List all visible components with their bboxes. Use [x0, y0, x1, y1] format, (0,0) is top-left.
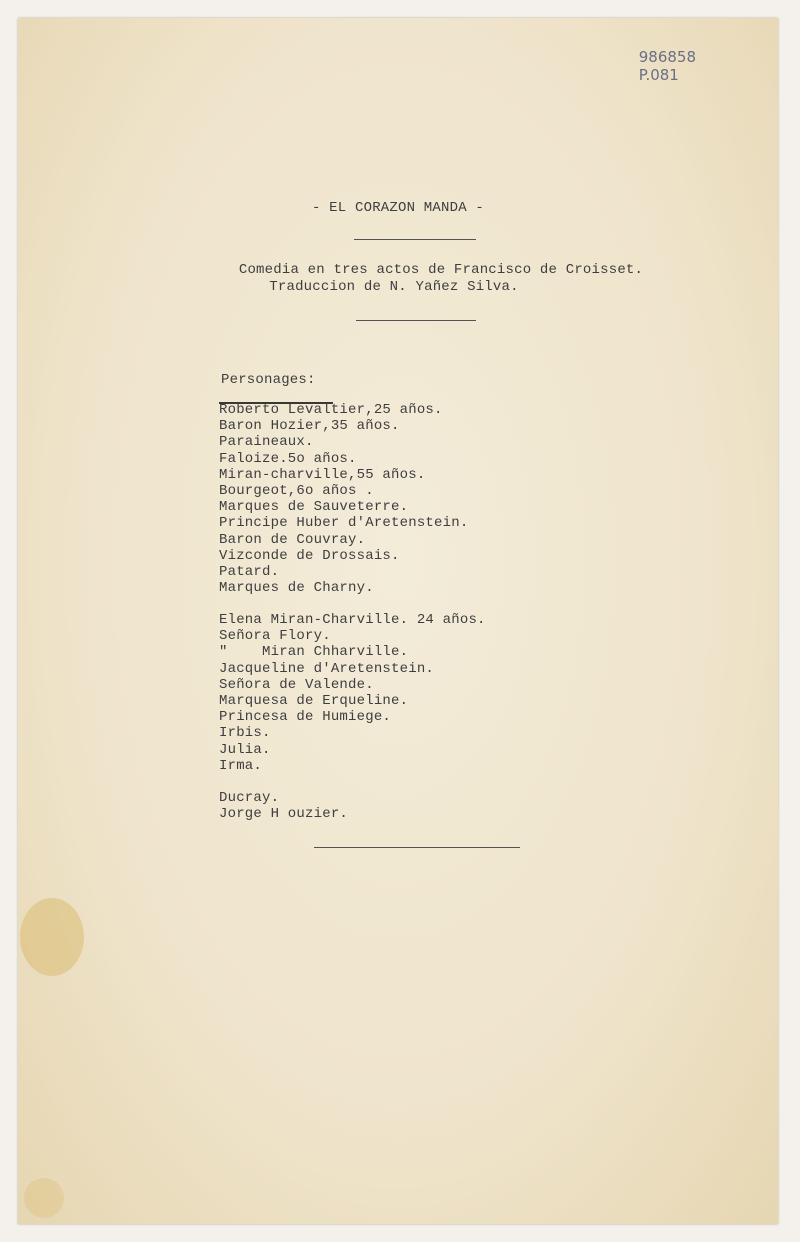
- cast-entry: " Miran Chharville.: [219, 644, 409, 661]
- cast-entry: Irbis.: [219, 725, 271, 742]
- reference-number: 986858: [638, 48, 696, 66]
- cast-entry: Marques de Sauveterre.: [219, 499, 409, 516]
- divider: [314, 847, 520, 848]
- divider: [354, 239, 476, 240]
- cast-entry: Señora Flory.: [219, 628, 331, 645]
- water-stain: [24, 1178, 64, 1218]
- cast-entry: Irma.: [219, 757, 263, 774]
- cast-entry: Miran-charville,55 años.: [219, 466, 426, 483]
- archive-reference: [639, 48, 696, 84]
- cast-entry: Bourgeot,6o años .: [219, 483, 374, 499]
- cast-entry: Julia.: [219, 741, 271, 758]
- cast-heading: Personages:: [221, 372, 316, 388]
- cast-entry: Faloize.5o años.: [219, 450, 357, 467]
- cast-entry: Señora de Valende.: [219, 676, 374, 693]
- cast-entry: Paraineaux.: [219, 434, 314, 451]
- cast-entry: Vizconde de Drossais.: [219, 547, 400, 564]
- cast-entry: Patard.: [219, 564, 280, 580]
- cast-entry: Marques de Charny.: [219, 580, 374, 597]
- cast-entry: Jorge H ouzier.: [219, 806, 349, 823]
- divider: [356, 320, 476, 321]
- cast-entry: Elena Miran-Charville. 24 años.: [219, 612, 486, 628]
- reference-page: P.081: [638, 66, 679, 84]
- cast-entry: Roberto Levaltier,25 años.: [219, 402, 443, 418]
- cast-entry: Marquesa de Erqueline.: [219, 693, 409, 709]
- document-title: - EL CORAZON MANDA -: [311, 200, 485, 216]
- cast-entry: Princesa de Humiege.: [219, 709, 392, 726]
- cast-entry: Baron Hozier,35 años.: [219, 418, 400, 435]
- subtitle-line-1: Comedia en tres actos de Francisco de Croisset.: [238, 262, 644, 278]
- water-stain: [20, 898, 84, 976]
- cast-entry: Jacqueline d'Aretenstein.: [219, 660, 435, 677]
- paper-sheet: [18, 18, 778, 1224]
- cast-entry: Baron de Couvray.: [219, 531, 366, 548]
- subtitle-line-2: Traduccion de N. Yañez Silva.: [269, 279, 519, 295]
- cast-entry: Principe Huber d'Aretenstein.: [219, 515, 469, 532]
- cast-entry: Ducray.: [219, 790, 280, 806]
